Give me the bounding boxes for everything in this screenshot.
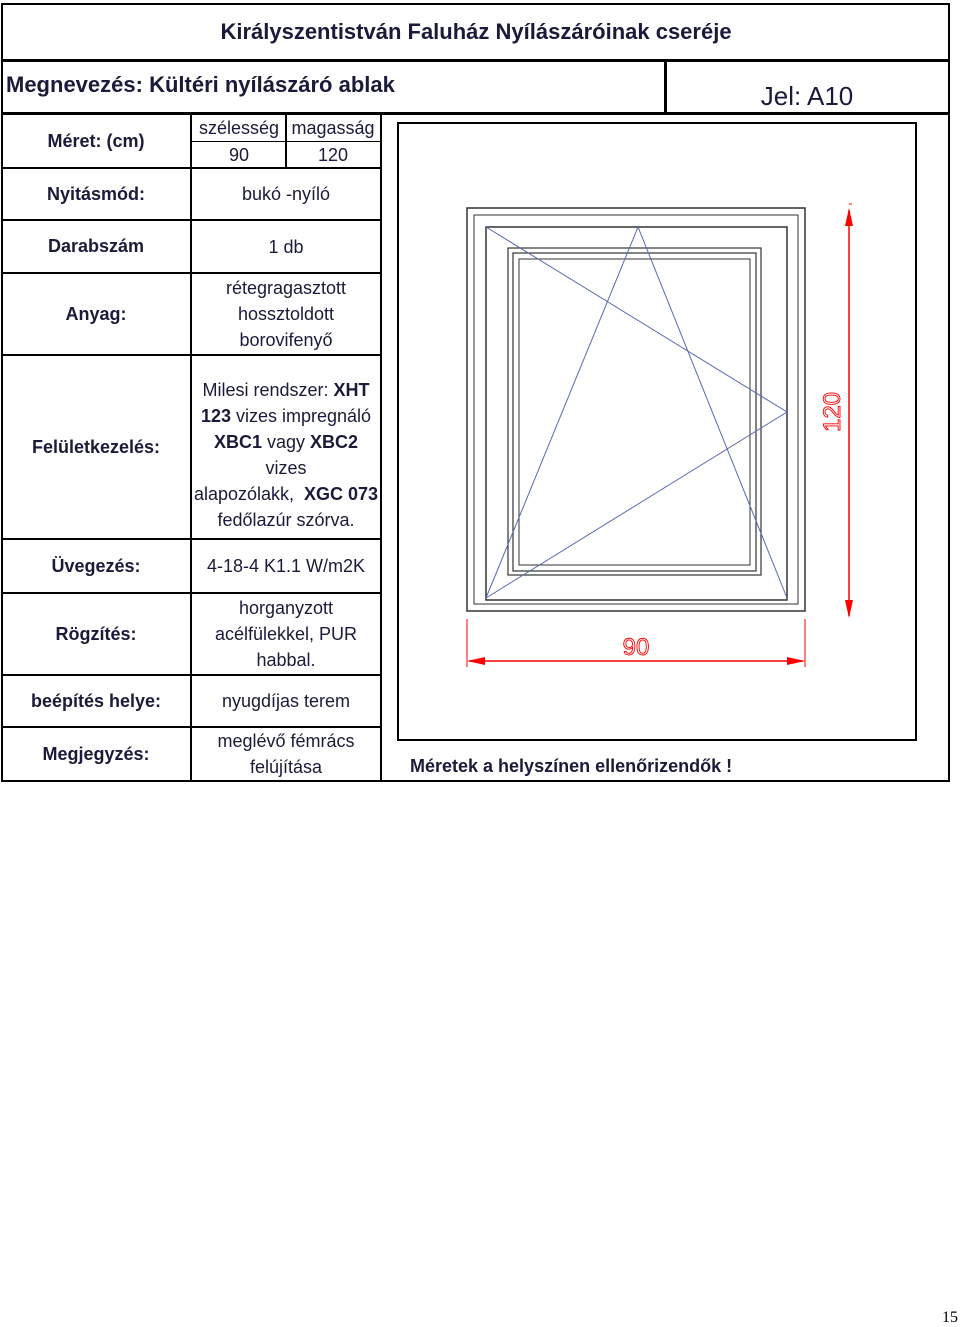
row-divider-4 xyxy=(1,354,382,356)
item-mark xyxy=(666,80,948,112)
glass-inner xyxy=(519,259,750,565)
outer-frame-inner xyxy=(474,215,798,604)
glazing-label xyxy=(2,539,190,593)
fixing-value xyxy=(192,593,380,675)
fixing-label xyxy=(2,593,190,675)
height-header xyxy=(286,114,380,142)
dimension-check-note-text: Méretek a helyszínen ellenőrizendők ! xyxy=(410,756,733,776)
size-label-text: Méret: (cm) xyxy=(47,130,145,151)
row-divider-1 xyxy=(1,167,382,169)
opening-mode-label xyxy=(2,168,190,220)
installation-place-value-text: nyugdíjas terem xyxy=(221,691,351,711)
glazing-label-text: Üvegezés: xyxy=(51,555,141,576)
surface-line-4: alapozólakk, XGC 073 xyxy=(193,484,379,504)
glazing-value-text: 4-18-4 K1.1 W/m2K xyxy=(206,556,366,576)
material-value xyxy=(192,273,380,355)
fixing-line-2: acélfülekkel, PUR xyxy=(214,624,358,644)
material-label xyxy=(2,273,190,355)
height-value xyxy=(286,142,380,168)
row-divider-2 xyxy=(1,219,382,221)
surface-treatment-label-text: Felületkezelés: xyxy=(31,436,161,457)
border-left xyxy=(1,3,3,782)
fixing-line-3: habbal. xyxy=(256,650,316,670)
border-top xyxy=(1,3,950,5)
material-line-1: rétegragasztott xyxy=(225,278,347,298)
glazing-value xyxy=(192,539,380,593)
border-right xyxy=(948,3,950,782)
name-mark-divider xyxy=(664,59,667,114)
label-value-divider xyxy=(190,114,192,782)
row-divider-6 xyxy=(1,592,382,594)
title-divider xyxy=(1,59,950,62)
remarks-line-2: felújítása xyxy=(249,757,323,777)
height-dimension-text: 120 xyxy=(819,391,846,433)
installation-place-label-text: beépítés helye: xyxy=(30,690,162,711)
row-divider-7 xyxy=(1,674,382,676)
page-number xyxy=(928,1309,958,1327)
installation-place-value xyxy=(192,675,380,727)
installation-place-label xyxy=(2,675,190,727)
remarks-line-1: meglévő fémrács xyxy=(217,731,355,751)
quantity-value-text: 1 db xyxy=(268,236,304,257)
fixing-line-1: horganyzott xyxy=(238,598,334,618)
sash-inner xyxy=(508,248,761,575)
width-value-text: 90 xyxy=(228,145,250,165)
size-label xyxy=(2,114,190,168)
glass-outer xyxy=(513,253,756,571)
item-mark-text: Jel: A10 xyxy=(760,80,854,111)
surface-line-2: 123 vizes impregnáló xyxy=(200,406,372,426)
size-header-divider xyxy=(190,141,380,142)
sash-outer xyxy=(486,227,787,600)
surface-treatment-label xyxy=(2,355,190,539)
item-name-value: Kültéri nyílászáró ablak xyxy=(149,72,395,97)
height-value-text: 120 xyxy=(317,145,349,165)
material-line-2: hossztoldott xyxy=(237,304,335,324)
material-line-3: borovifenyő xyxy=(239,330,333,350)
material-label-text: Anyag: xyxy=(65,303,127,324)
width-value xyxy=(192,142,286,168)
quantity-label xyxy=(2,220,190,273)
width-arrow-right-icon xyxy=(787,657,805,665)
height-arrow-top-icon xyxy=(845,208,853,226)
page-number-text: 15 xyxy=(942,1309,958,1326)
tilt-opening-line xyxy=(486,227,787,598)
height-header-text: magasság xyxy=(291,118,375,138)
outer-frame xyxy=(467,208,805,611)
quantity-value xyxy=(192,220,380,273)
item-name xyxy=(6,72,656,102)
surface-line-5: fedőlazúr szórva. xyxy=(217,510,355,530)
row-divider-3 xyxy=(1,272,382,274)
document-title-text: Királyszentistván Faluház Nyílászáróinak cseréje xyxy=(220,19,732,44)
width-dimension-text: 90 xyxy=(622,634,650,661)
height-arrow-bottom-icon xyxy=(845,600,853,618)
item-name-label: Megnevezés: xyxy=(6,72,143,97)
document-title xyxy=(2,4,950,60)
window-drawing xyxy=(380,114,948,780)
remarks-label xyxy=(2,727,190,781)
turn-opening-line xyxy=(486,227,787,598)
width-arrow-left-icon xyxy=(467,657,485,665)
surface-line-3: XBC1 vagy XBC2 vizes xyxy=(213,432,359,478)
fixing-label-text: Rögzítés: xyxy=(55,623,137,644)
surface-treatment-value xyxy=(192,355,380,539)
width-header-text: szélesség xyxy=(198,118,280,138)
opening-mode-value-text: bukó -nyíló xyxy=(241,184,331,204)
border-bottom xyxy=(1,780,950,782)
remarks-value xyxy=(192,727,380,781)
width-header xyxy=(192,114,286,142)
row-divider-5 xyxy=(1,538,382,540)
opening-mode-value xyxy=(192,168,380,220)
row-divider-8 xyxy=(1,726,382,728)
surface-line-1: Milesi rendszer: XHT xyxy=(202,380,370,400)
opening-mode-label-text: Nyitásmód: xyxy=(46,183,145,204)
remarks-label-text: Megjegyzés: xyxy=(42,743,150,764)
quantity-label-text: Darabszám xyxy=(47,236,145,256)
